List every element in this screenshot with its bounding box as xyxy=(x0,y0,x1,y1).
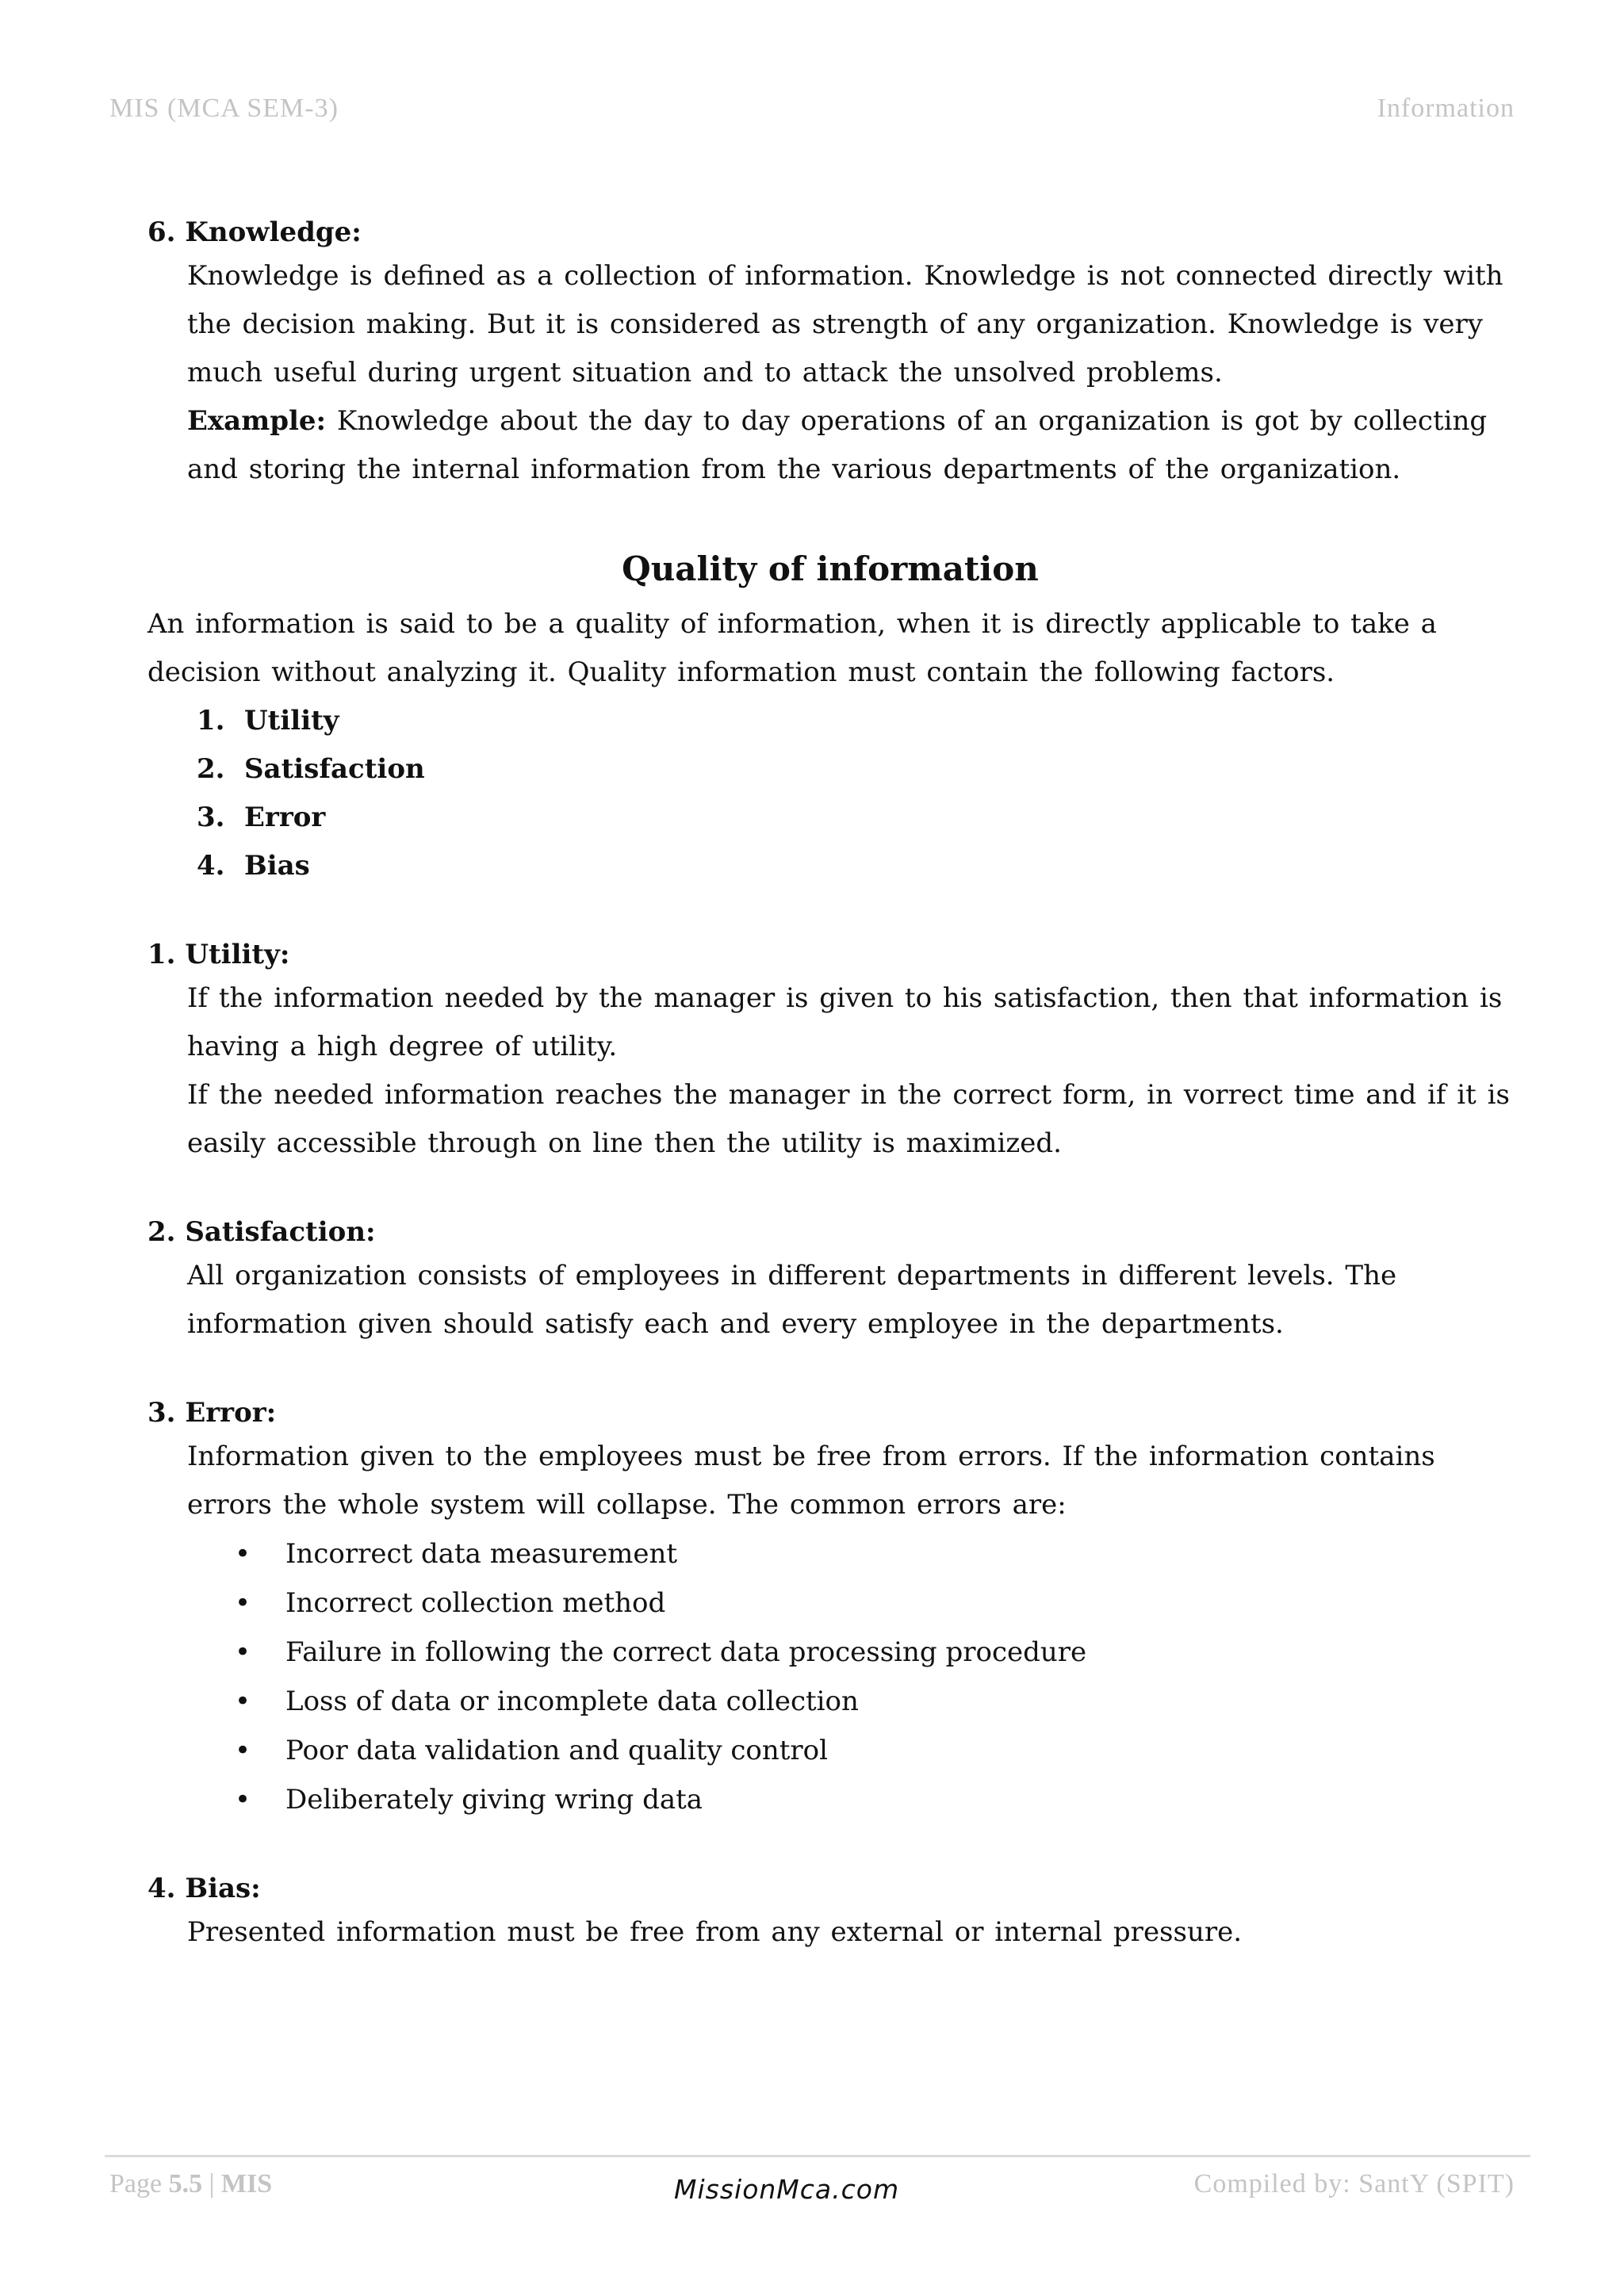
knowledge-line-3: much useful during urgent situation and to attack the unsolved problems. xyxy=(187,357,1223,388)
satisfaction-line-1: All organization consists of employees in different departments in different levels. The xyxy=(187,1260,1397,1292)
bullet-icon: • xyxy=(235,1636,251,1668)
knowledge-line-1: Knowledge is defined as a collection of information. Knowledge is not connected directly with xyxy=(187,260,1503,292)
bias-line: Presented information must be free from any external or internal pressure. xyxy=(187,1916,1243,1948)
error-heading: 3. Error: xyxy=(147,1397,277,1429)
list-item: • Incorrect data measurement xyxy=(235,1529,1513,1578)
knowledge-line-2: the decision making. But it is considered as strength of any organization. Knowledge is very xyxy=(187,308,1484,340)
satisfaction-line-2: information given should satisfy each and every employee in the departments. xyxy=(187,1308,1284,1340)
utility-line-2: having a high degree of utility. xyxy=(187,1031,618,1062)
page-content xyxy=(147,212,1513,1957)
list-item: 4. Bias xyxy=(197,850,310,882)
satisfaction-heading: 2. Satisfaction: xyxy=(147,1216,376,1248)
quality-factors-list xyxy=(147,697,1513,890)
section-title: Quality of information xyxy=(622,549,1039,588)
bullet-icon: • xyxy=(235,1538,251,1570)
bullet-icon: • xyxy=(235,1587,251,1619)
list-item: 3. Error xyxy=(197,802,326,833)
site-logo: MissionMca.com xyxy=(674,2174,900,2205)
bullet-icon: • xyxy=(235,1735,251,1766)
page-header xyxy=(109,94,1515,133)
bias-heading: 4. Bias: xyxy=(147,1873,261,1904)
list-item: • Poor data validation and quality control xyxy=(235,1726,1513,1775)
list-item: • Loss of data or incomplete data collection xyxy=(235,1677,1513,1726)
knowledge-example-line-1 xyxy=(187,397,1513,446)
common-errors-list xyxy=(147,1529,1513,1824)
bullet-icon: • xyxy=(235,1784,251,1816)
footer-compiled-by: Compiled by: SantY (SPIT) xyxy=(1193,2169,1515,2198)
example-text: Knowledge about the day to day operations of an organization is got by collecting xyxy=(326,405,1488,437)
list-item: • Deliberately giving wring data xyxy=(235,1775,1513,1824)
utility-line-3: If the needed information reaches the manager in the correct form, in vorrect time and if it is xyxy=(187,1079,1510,1111)
list-item: 2. Satisfaction xyxy=(197,753,425,785)
bullet-icon: • xyxy=(235,1686,251,1717)
page-footer xyxy=(109,2169,1515,2214)
footer-divider xyxy=(105,2155,1530,2157)
list-item: • Incorrect collection method xyxy=(235,1578,1513,1628)
knowledge-example-line-2: and storing the internal information from the various departments of the organization. xyxy=(187,453,1401,485)
error-line-1: Information given to the employees must be free from errors. If the information contains xyxy=(187,1441,1435,1472)
utility-heading: 1. Utility: xyxy=(147,939,290,970)
list-item: 1. Utility xyxy=(197,705,339,737)
knowledge-heading: 6. Knowledge: xyxy=(147,216,362,248)
quality-intro-line-1: An information is said to be a quality of information, when it is directly applicable to take a xyxy=(147,608,1437,640)
example-label: Example: xyxy=(187,405,327,437)
header-chapter: Information xyxy=(1377,94,1515,123)
utility-line-4: easily accessible through on line then the utility is maximized. xyxy=(187,1127,1062,1159)
footer-page-info: Page 5.5 | MIS xyxy=(109,2169,273,2198)
utility-line-1: If the information needed by the manager is given to his satisfaction, then that information is xyxy=(187,982,1503,1014)
header-course: MIS (MCA SEM-3) xyxy=(109,94,339,123)
footer-subject: MIS xyxy=(220,2169,273,2198)
page-number: 5.5 xyxy=(168,2169,203,2198)
quality-intro-line-2: decision without analyzing it. Quality information must contain the following factors. xyxy=(147,656,1335,688)
list-item: • Failure in following the correct data processing procedure xyxy=(235,1628,1513,1677)
error-line-2: errors the whole system will collapse. The common errors are: xyxy=(187,1489,1067,1521)
